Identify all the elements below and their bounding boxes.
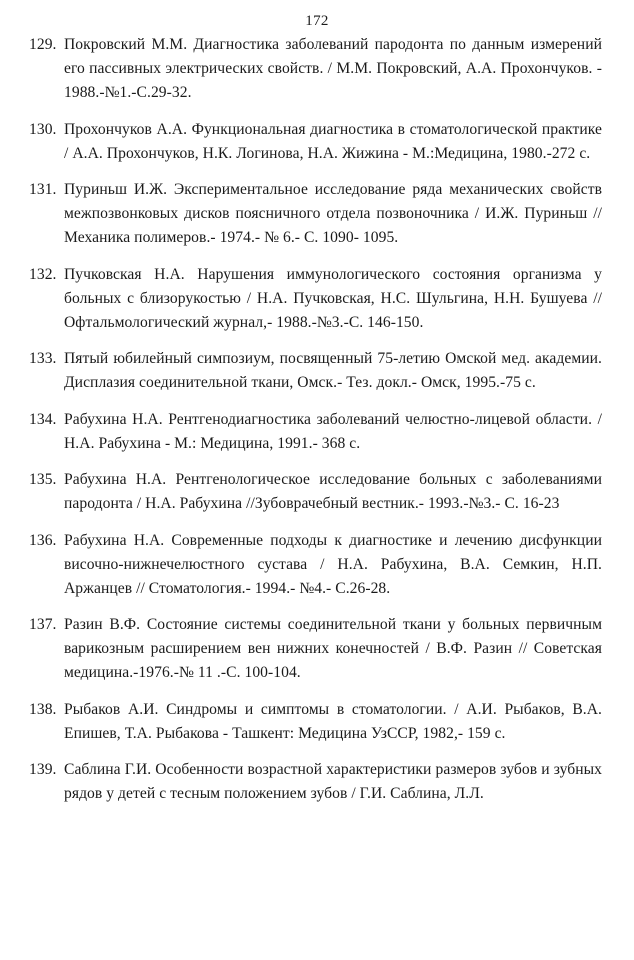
reference-text: Пуриньш И.Ж. Экспериментальное исследование ряда механических свойств межпозвонковых дисков поясничного отдела позвоночника / И.Ж. Пуриньш // Механика полимеров.- 1974.- № 6.- С. 1090- 1095. <box>64 181 602 246</box>
reference-text: Рабухина Н.А. Рентгенодиагностика заболеваний челюстно-лицевой области. / Н.А. Рабухина - М.: Медицина, 1991.- 368 с. <box>64 410 602 452</box>
reference-number: 130. <box>29 120 57 138</box>
reference-item <box>29 408 602 456</box>
reference-text: Прохончуков А.А. Функциональная диагностика в стоматологической практике / А.А. Прохончуков, Н.К. Логинова, Н.А. Жижина - М.:Медицина, 1980.-272 с. <box>64 120 602 162</box>
reference-item <box>29 758 602 806</box>
reference-text: Пучковская Н.А. Нарушения иммунологического состояния организма у больных с близорукостью / Н.А. Пучковская, Н.С. Шульгина, Н.Н. Бушуева //Офтальмологический журнал,- 1988.-№3.-С. 146-150. <box>64 265 602 331</box>
reference-number: 138. <box>29 700 57 718</box>
reference-item <box>29 178 602 250</box>
reference-text: Саблина Г.И. Особенности возрастной характеристики размеров зубов и зубных рядов у детей с тесным положением зубов / Г.И. Саблина, Л.Л. <box>64 761 602 802</box>
reference-number: 139. <box>29 761 57 778</box>
reference-number: 131. <box>29 181 57 198</box>
reference-number: 133. <box>29 350 57 367</box>
page-number: 172 <box>305 13 329 29</box>
reference-item <box>29 529 602 601</box>
reference-text: Покровский М.М. Диагностика заболеваний пародонта по данным измерений его пассивных электрических свойств. / М.М. Покровский, А.А. Прохончуков. - 1988.-№1.-С.29-32. <box>64 36 602 101</box>
reference-text: Рабухина Н.А. Современные подходы к диагностике и лечению дисфункции височно-нижнечелюстного сустава / Н.А. Рабухина, В.А. Семкин, Н.П. Аржанцев // Стоматология.- 1994.- №4.- С.26-28. <box>64 531 602 597</box>
reference-item <box>29 263 602 335</box>
reference-text: Разин В.Ф. Состояние системы соединительной ткани у больных первичным варикозным расширением вен нижних конечностей / В.Ф. Разин // Советская медицина.-1976.-№ 11 .-С. 100-104. <box>64 616 602 681</box>
reference-item <box>29 118 602 166</box>
reference-number: 136. <box>29 531 57 549</box>
reference-text: Пятый юбилейный симпозиум, посвященный 75-летию Омской мед. академии. Дисплазия соединительной ткани, Омск.- Тез. докл.- Омск, 1995.-75 с. <box>64 350 602 391</box>
reference-text: Рабухина Н.А. Рентгенологическое исследование больных с заболеваниями пародонта / Н.А. Рабухина //Зубоврачебный вестник.- 1993.-№3.- С. 16-23 <box>64 471 602 512</box>
reference-item <box>29 613 602 685</box>
reference-item <box>29 33 602 105</box>
reference-number: 135. <box>29 471 57 488</box>
reference-number: 129. <box>29 36 57 53</box>
reference-item <box>29 698 602 746</box>
reference-text: Рыбаков А.И. Синдромы и симптомы в стоматологии. / А.И. Рыбаков, В.А. Епишев, Т.А. Рыбакова - Ташкент: Медицина УзССР, 1982,- 159 с. <box>64 700 602 742</box>
reference-number: 134. <box>29 410 57 428</box>
reference-number: 137. <box>29 616 57 633</box>
reference-item <box>29 347 602 395</box>
reference-list <box>29 33 602 819</box>
reference-item <box>29 468 602 516</box>
reference-number: 132. <box>29 265 57 283</box>
